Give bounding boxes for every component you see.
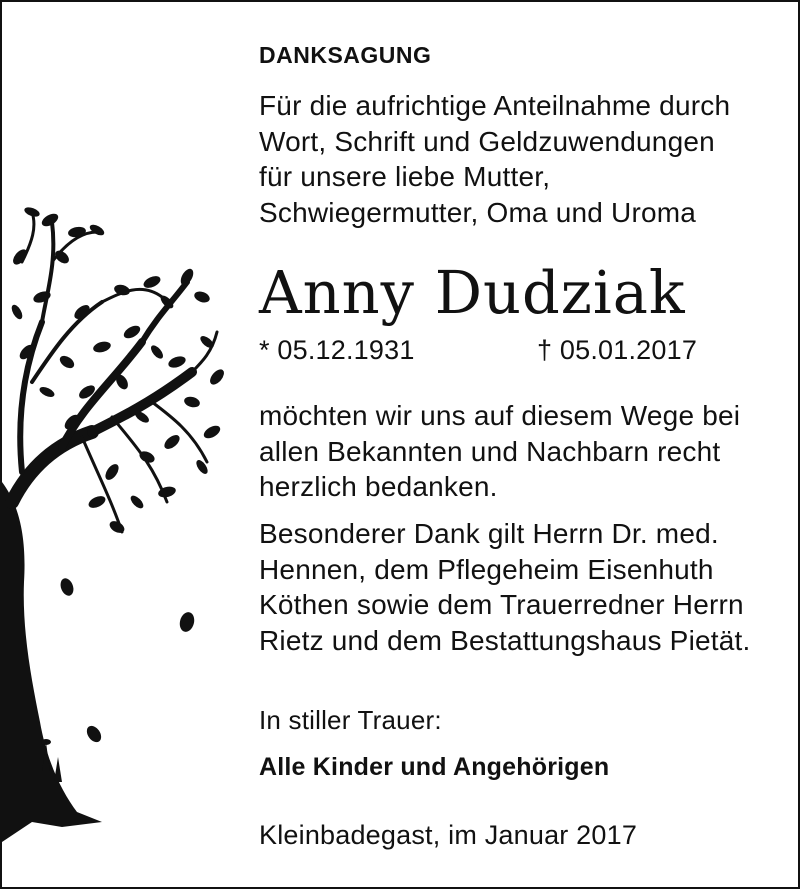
intro-paragraph	[259, 88, 730, 230]
life-dates	[259, 335, 698, 366]
tree-silhouette-icon	[2, 202, 232, 842]
thanks-paragraph	[259, 398, 740, 505]
intro-line: Schwiegermutter, Oma und Uroma	[259, 196, 697, 228]
thanks-line: Rietz und dem Bestattungshaus Pietät.	[259, 624, 751, 656]
place-date: Kleinbadegast, im Januar 2017	[259, 820, 638, 850]
intro-line: Wort, Schrift und Geldzuwendungen	[259, 125, 715, 157]
mourning-line: In stiller Trauer:	[259, 705, 442, 735]
intro-line: Für die aufrichtige Anteilnahme durch	[259, 90, 731, 121]
death-date: † 05.01.2017	[537, 335, 698, 365]
intro-line: für unsere liebe Mutter,	[259, 161, 551, 192]
deceased-name: Anny Dudziak	[259, 258, 686, 327]
body-line: herzlich bedanken.	[259, 471, 498, 502]
birth-date: * 05.12.1931	[259, 335, 415, 365]
special-thanks-paragraph	[259, 516, 750, 658]
notice-heading: DANKSAGUNG	[259, 42, 432, 68]
thanks-line: Besonderer Dank gilt Herrn Dr. med.	[259, 518, 719, 549]
thanks-line: Hennen, dem Pflegeheim Eisenhuth	[259, 553, 714, 585]
family-signature: Alle Kinder und Angehörigen	[259, 753, 610, 781]
body-line: allen Bekannten und Nachbarn recht	[259, 435, 721, 467]
thanks-line: Köthen sowie dem Trauerredner Herrn	[259, 589, 744, 620]
body-line: möchten wir uns auf diesem Wege bei	[259, 400, 741, 431]
